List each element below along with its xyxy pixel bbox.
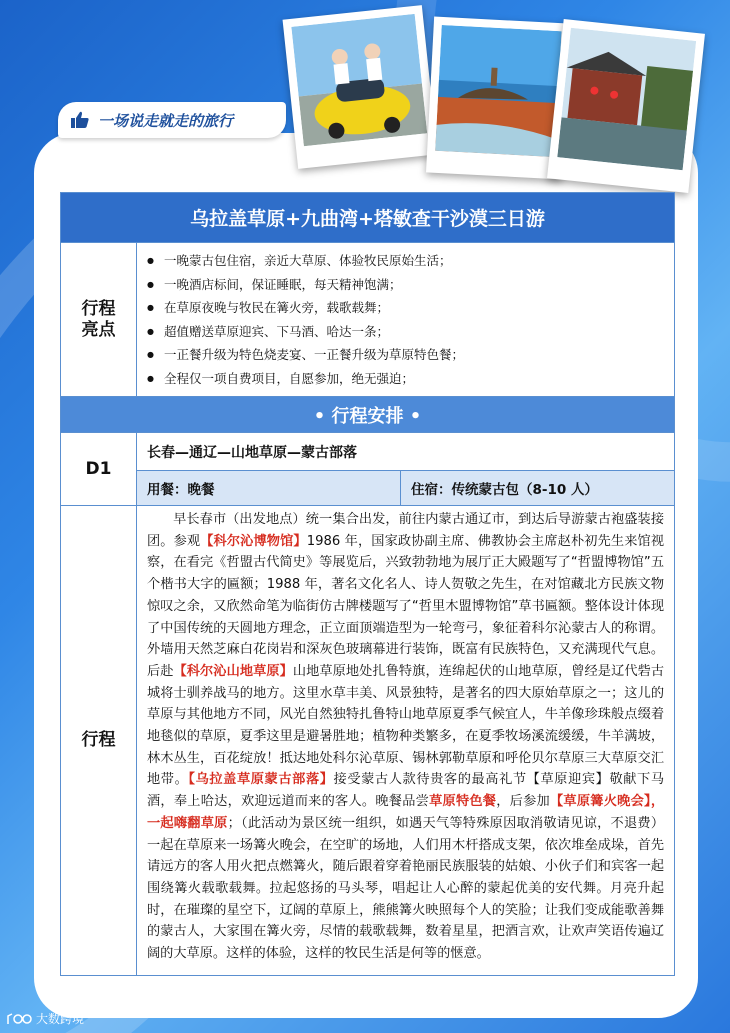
photo-ancient-town-icon [557,28,696,170]
footer-brand: 大数跨境 [36,1012,85,1026]
itin-text-1: 早长春市（出发地点）统一集合出发，前往内蒙古通辽市，到达后导游蒙古袍盛装接团。参观 [147,512,665,549]
highlight-item: ● 全程仅一项自费项目，自愿参加，绝无强迫； [147,367,666,391]
schedule-heading: • 行程安排 • [61,397,675,433]
highlights-label-line1: 行程 [81,299,116,320]
photo-lighthouse-shore-icon [435,25,561,157]
itin-highlight-mountain-grassland: 【科尔沁山地草原】 [173,663,293,679]
photo-yellow-car [283,5,438,169]
tour-title: 乌拉盖草原+九曲湾+塔敏查干沙漠三日游 [61,193,675,243]
highlight-item: ● 在草原夜晚与牧民在篝火旁，载歌载舞； [147,296,666,320]
itinerary-label: 行程 [61,506,137,976]
highlights-label [61,243,137,397]
itin-highlight-dinner: 草原特色餐 [429,794,497,810]
itin-text-5: ，后参加 [496,794,550,810]
itinerary-table [60,192,675,976]
photo-ancient-town [547,19,705,193]
itin-highlight-museum: 【科尔沁博物馆】 [200,533,307,549]
highlight-item: ● 一晚酒店标间，保证睡眠，每天精神饱满； [147,273,666,297]
lodging-info: 住宿：传统蒙古包（8-10 人） [401,471,675,506]
itin-text-2: 1986 年，国家政协副主席、佛教协会主席赵朴初先生来馆视察，在看完《哲盟古代简史》等展览后，兴致勃勃地为展厅正大殿题写了“哲盟博物馆”五个楷书大字的匾额；1988 年，著名文化名人、诗人贺敬之先生，在对馆藏北方民族文物惊叹之余，又欣然命笔为临街仿古牌楼题写了“哲里木盟博物馆”草书匾额。整体设计体现了中国传统的天圆地方理念，正立面顶端造型为一轮弯弓，象征着科尔沁蒙古人的称谓。外墙用天然芝麻白花岗岩和深灰色玻璃幕进行装饰，既富有民族特色，又充满现代气息。后赴 [147,533,665,679]
itin-highlight-tribe: 【乌拉盖草原蒙古部落】 [188,772,334,788]
slogan-banner [58,102,286,138]
highlights-label-line2: 亮点 [81,319,116,340]
footer-watermark [6,1010,84,1027]
itin-highlight-bonfire: 【草原篝火晚会】，一起嗨翻草原 [147,794,665,831]
day-label: D1 [61,433,137,506]
itinerary-description [137,506,675,976]
meal-info: 用餐：晚餐 [137,471,401,506]
highlight-item: ● 一晚蒙古包住宿，亲近大草原、体验牧民原始生活； [147,249,666,273]
itin-text-6: ；（此活动为景区统一组织，如遇天气等特殊原因取消敬请见谅，不退费）一起在草原来一场篝火晚会，在空旷的场地，人们用木杆搭成支架，依次堆垒成垛，首先请远方的客人用火把点燃篝火，随后跟着穿着艳丽民族服装的姑娘、小伙子们和宾客一起围绕篝火载歌载舞。拉起悠扬的马头琴，唱起让人心醉的蒙起优美的安代舞。月亮升起时，在璀璨的星空下，辽阔的草原上，熊熊篝火映照每个人的笑脸；让我们变成能歌善舞的蒙古人，大家围在篝火旁，尽情的载歌载舞，数着星星，把酒言欢，让欢声笑语传遍辽阔的大草原。这样的体验，这样的牧民生活是何等的惬意。 [147,815,665,962]
slogan-text: 一场说走就走的旅行 [98,111,234,130]
highlights-list [137,243,675,397]
highlight-item: ● 一正餐升级为特色烧麦宴、一正餐升级为草原特色餐； [147,343,666,367]
itin-text-4: 接受蒙古人款待贵客的最高礼节【草原迎宾】敬献下马酒，奉上哈达，欢迎远道而来的客人。晚餐品尝 [147,772,665,810]
thumbs-up-icon [70,110,90,130]
day-route: 长春—通辽—山地草原—蒙古部落 [137,433,675,471]
itin-text-3: 山地草原地处扎鲁特旗，连绵起伏的山地草原，曾经是辽代砦古城将士驯养战马的地方。这里水草丰美、风景独特，是著名的四大原始草原之一；这儿的草原与其他地方不同，风光自然独特扎鲁特山地草原夏季气候宜人，牛羊像珍珠般点缀着地毯似的草原，夏季这里是避暑胜地；植物种类繁多，在夏季牧场溪流缓缓，牛羊满坡，林木丛生，百花绽放！抵达地处科尔沁草原、锡林郭勒草原和呼伦贝尔草原三大草原交汇地带。 [147,663,665,788]
photo-yellow-car-icon [291,14,427,146]
highlight-item: ● 超值赠送草原迎宾、下马酒、哈达一条； [147,320,666,344]
brand-logo-icon [6,1012,32,1026]
